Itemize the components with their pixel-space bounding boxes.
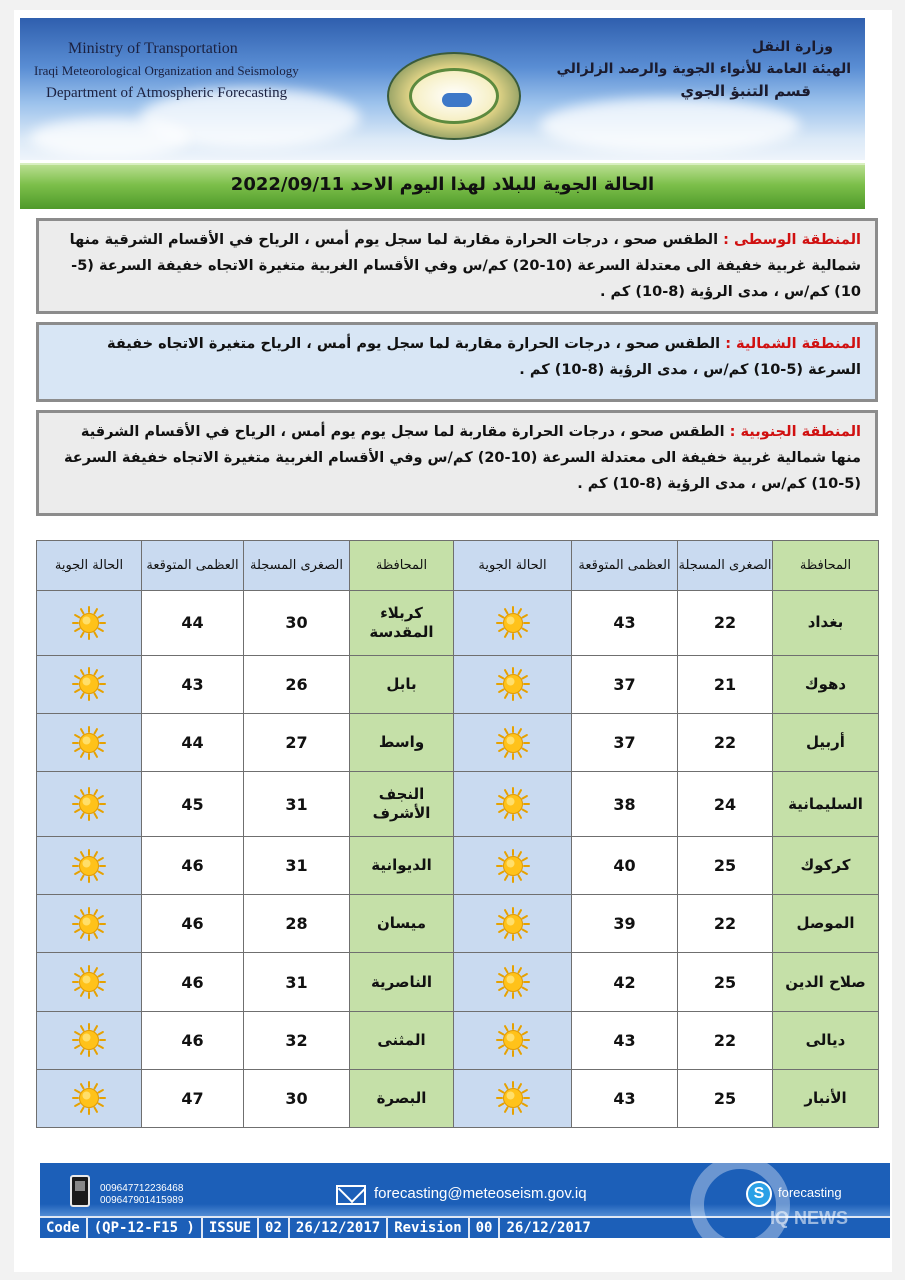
weather-cell [37, 895, 142, 953]
max-temp-cell: 37 [572, 655, 678, 713]
governorate-cell: واسط [350, 714, 454, 772]
title-bar [20, 163, 865, 209]
code-value: (QP-12-F15 ) [88, 1218, 203, 1238]
sun-icon [496, 606, 530, 640]
issue-number: 02 [259, 1218, 290, 1238]
revision-label: Revision [388, 1218, 469, 1238]
governorate-cell: المثنى [350, 1011, 454, 1069]
governorate-cell: كربلاء المقدسة [350, 591, 454, 656]
weather-cell [37, 1011, 142, 1069]
governorate-cell: بغداد [773, 591, 879, 656]
revision-number: 00 [470, 1218, 501, 1238]
weather-cell [37, 655, 142, 713]
weather-cell [37, 953, 142, 1011]
header-governorate: المحافظة [773, 541, 879, 591]
ministry-arabic-block [556, 36, 851, 102]
table-row [37, 1069, 879, 1127]
min-temp-cell: 26 [244, 655, 350, 713]
weather-cell [454, 895, 572, 953]
weather-cell [37, 1069, 142, 1127]
sun-icon [496, 726, 530, 760]
governorate-cell: صلاح الدين [773, 953, 879, 1011]
phone-icon [70, 1175, 90, 1207]
region-text: الطقس صحو ، درجات الحرارة مقاربة لما سجل يوم أمس ، الرياح متغيرة الاتجاه خفيفة السرعة (5-10) كم/س ، مدى الرؤية (8-10) كم . [107, 336, 861, 378]
revision-date: 26/12/2017 [506, 1220, 591, 1236]
governorate-cell: أربيل [773, 714, 879, 772]
sun-icon [496, 1023, 530, 1057]
max-temp-cell: 45 [142, 772, 244, 837]
max-temp-cell: 43 [142, 655, 244, 713]
department-name-en: Department of Atmospheric Forecasting [46, 85, 288, 101]
table-row [37, 837, 879, 895]
min-temp-cell: 27 [244, 714, 350, 772]
sun-icon [72, 606, 106, 640]
weather-cell [37, 591, 142, 656]
email-address[interactable]: forecasting@meteoseism.gov.iq [374, 1185, 587, 1202]
min-temp-cell: 22 [678, 591, 773, 656]
sun-icon [72, 907, 106, 941]
header-min: الصغرى المسجلة [244, 541, 350, 591]
table-row [37, 591, 879, 656]
table-row [37, 1011, 879, 1069]
region-name: المنطقة الوسطى : [723, 232, 861, 248]
min-temp-cell: 25 [678, 837, 773, 895]
mail-icon [336, 1185, 366, 1205]
min-temp-cell: 30 [244, 1069, 350, 1127]
weather-cell [454, 655, 572, 713]
ministry-name-en: Ministry of Transportation [68, 40, 238, 57]
max-temp-cell: 44 [142, 591, 244, 656]
governorate-cell: كركوك [773, 837, 879, 895]
region-text: الطقس صحو ، درجات الحرارة مقاربة لما سجل يوم أمس ، الرياح في الأقسام الشرقية منها شمالية غربية خفيفة الى معتدلة السرعة (10-20) كم/س وفي الأقسام الغربية متغيرة الاتجاه خفيفة السرعة (5-10) كم/س ، مدى الرؤية (8-10) كم . [69, 232, 861, 300]
table-header-row [37, 541, 879, 591]
sun-icon [496, 907, 530, 941]
sun-icon [72, 1023, 106, 1057]
min-temp-cell: 22 [678, 1011, 773, 1069]
watermark-text: IQ NEWS [770, 1208, 849, 1228]
region-name: المنطقة الجنوبية : [729, 424, 861, 440]
weather-cell [37, 714, 142, 772]
min-temp-cell: 24 [678, 772, 773, 837]
min-temp-cell: 31 [244, 772, 350, 837]
weather-cell [454, 772, 572, 837]
issue-date: 26/12/2017 [290, 1218, 388, 1238]
min-temp-cell: 21 [678, 655, 773, 713]
max-temp-cell: 43 [572, 1069, 678, 1127]
header-banner [20, 18, 865, 160]
max-temp-cell: 39 [572, 895, 678, 953]
region-southern [36, 410, 878, 516]
max-temp-cell: 44 [142, 714, 244, 772]
governorate-cell: الناصرية [350, 953, 454, 1011]
organization-logo [387, 52, 521, 140]
weather-cell [37, 837, 142, 895]
sun-icon [72, 965, 106, 999]
weather-cell [454, 1069, 572, 1127]
max-temp-cell: 43 [572, 591, 678, 656]
header-max: العظمى المتوقعة [572, 541, 678, 591]
table-row [37, 772, 879, 837]
organization-name-ar: الهيئة العامة للأنواء الجوية والرصد الزلزالي [556, 61, 851, 77]
max-temp-cell: 47 [142, 1069, 244, 1127]
governorate-cell: ديالى [773, 1011, 879, 1069]
phone-numbers [100, 1183, 183, 1207]
min-temp-cell: 22 [678, 895, 773, 953]
ministry-name-ar: وزارة النقل [751, 39, 833, 55]
max-temp-cell: 46 [142, 895, 244, 953]
min-temp-cell: 31 [244, 953, 350, 1011]
weather-cell [454, 837, 572, 895]
watermark-logo [690, 1155, 790, 1255]
min-temp-cell: 22 [678, 714, 773, 772]
organization-name-en: Iraqi Meteorological Organization and Seismology [34, 63, 299, 78]
weather-cell [37, 772, 142, 837]
phone-number-1: 009647712236468 [100, 1183, 184, 1194]
max-temp-cell: 38 [572, 772, 678, 837]
forecast-table [36, 540, 879, 1128]
region-text: الطقس صحو ، درجات الحرارة مقاربة لما سجل يوم يوم أمس ، الرياح في الأقسام الشرقية منها شمالية غربية خفيفة الى معتدلة السرعة (10-20) كم/س وفي الأقسام الغربية متغيرة الاتجاه خفيفة السرعة (5-10) كم/س ، مدى الرؤية (8-10) كم . [64, 424, 861, 492]
sun-icon [496, 787, 530, 821]
governorate-cell: دهوك [773, 655, 879, 713]
table-row [37, 953, 879, 1011]
governorate-cell: البصرة [350, 1069, 454, 1127]
min-temp-cell: 32 [244, 1011, 350, 1069]
max-temp-cell: 42 [572, 953, 678, 1011]
table-row [37, 714, 879, 772]
table-row [37, 655, 879, 713]
page-title: الحالة الجوية للبلاد لهذا اليوم الاحد 2022/09/11 [230, 174, 655, 195]
min-temp-cell: 31 [244, 837, 350, 895]
min-temp-cell: 25 [678, 1069, 773, 1127]
sun-icon [496, 965, 530, 999]
header-max: العظمى المتوقعة [142, 541, 244, 591]
weather-cell [454, 591, 572, 656]
table-row [37, 895, 879, 953]
skype-handle: forecasting [778, 1185, 842, 1200]
sun-icon [496, 1081, 530, 1115]
department-name-ar: قسم التنبؤ الجوي [680, 82, 811, 100]
phone-number-2: 009647901415989 [100, 1195, 184, 1206]
weather-cell [454, 953, 572, 1011]
issue-label: ISSUE [203, 1218, 259, 1238]
region-northern [36, 322, 878, 402]
governorate-cell: الأنبار [773, 1069, 879, 1127]
governorate-cell: النجف الأشرف [350, 772, 454, 837]
region-name: المنطقة الشمالية : [725, 336, 861, 352]
sun-icon [496, 849, 530, 883]
governorate-cell: الموصل [773, 895, 879, 953]
header-min: الصغرى المسجلة [678, 541, 773, 591]
max-temp-cell: 46 [142, 837, 244, 895]
sun-icon [72, 787, 106, 821]
ministry-english-block [34, 38, 299, 104]
code-label: Code [40, 1218, 88, 1238]
sun-icon [496, 667, 530, 701]
sun-icon [72, 667, 106, 701]
min-temp-cell: 30 [244, 591, 350, 656]
sun-icon [72, 849, 106, 883]
min-temp-cell: 28 [244, 895, 350, 953]
header-weather: الحالة الجوية [454, 541, 572, 591]
weather-cell [454, 1011, 572, 1069]
governorate-cell: بابل [350, 655, 454, 713]
sun-icon [72, 1081, 106, 1115]
max-temp-cell: 46 [142, 1011, 244, 1069]
sun-icon [72, 726, 106, 760]
governorate-cell: الديوانية [350, 837, 454, 895]
max-temp-cell: 46 [142, 953, 244, 1011]
governorate-cell: ميسان [350, 895, 454, 953]
min-temp-cell: 25 [678, 953, 773, 1011]
header-governorate: المحافظة [350, 541, 454, 591]
weather-cell [454, 714, 572, 772]
header-weather: الحالة الجوية [37, 541, 142, 591]
max-temp-cell: 43 [572, 1011, 678, 1069]
region-central [36, 218, 878, 314]
governorate-cell: السليمانية [773, 772, 879, 837]
max-temp-cell: 40 [572, 837, 678, 895]
skype-icon: S [746, 1181, 772, 1207]
max-temp-cell: 37 [572, 714, 678, 772]
